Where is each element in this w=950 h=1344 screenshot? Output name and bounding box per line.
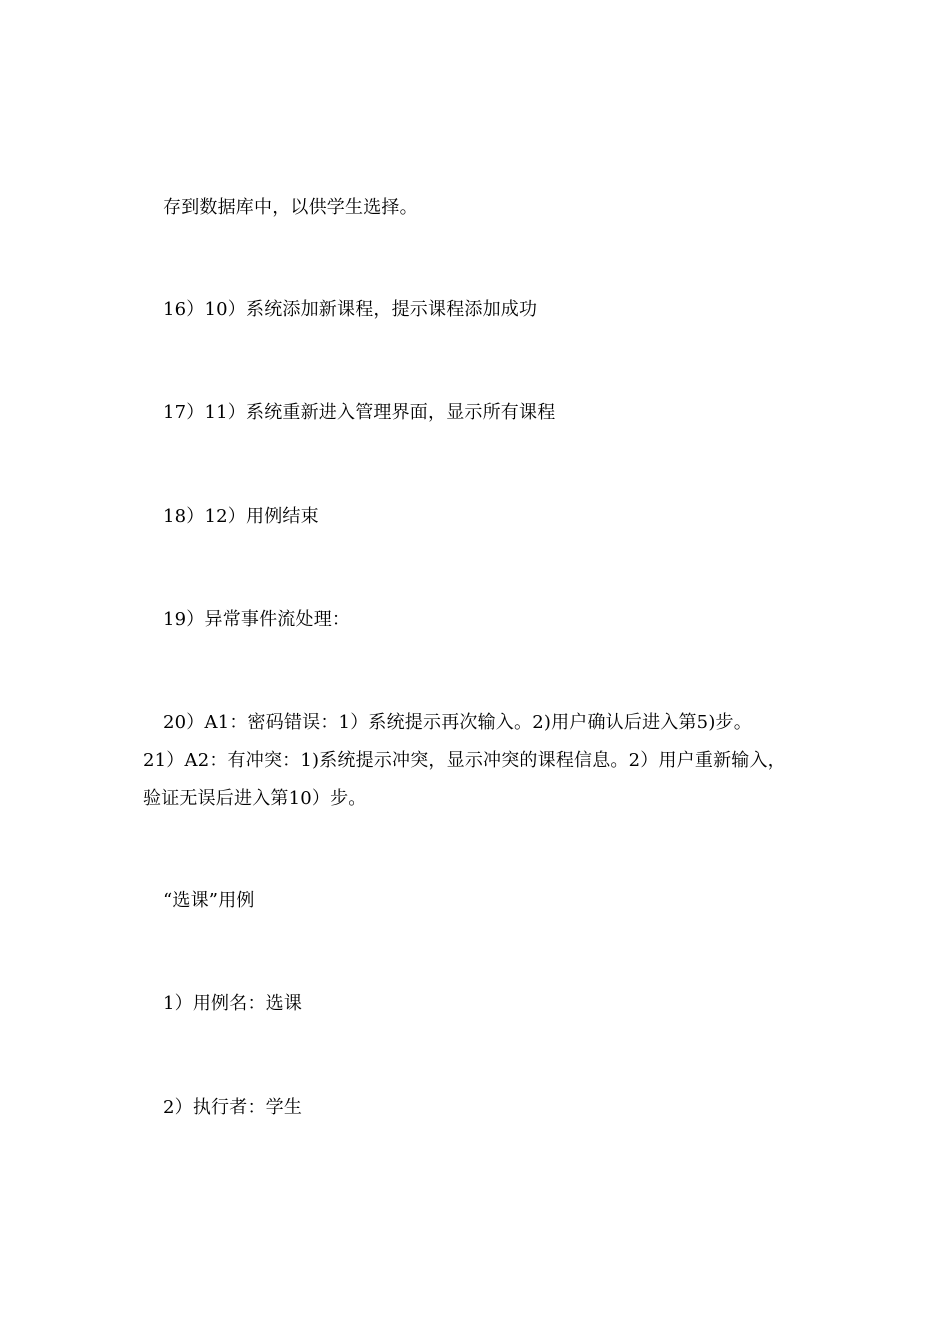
section-heading: “选课”用例 — [163, 890, 255, 911]
text-line: 17）11）系统重新进入管理界面，显示所有课程 — [163, 402, 556, 423]
text-line: 21）A2：有冲突：1)系统提示冲突，显示冲突的课程信息。2）用户重新输入， — [143, 750, 786, 771]
text-line: 18）12）用例结束 — [163, 506, 319, 527]
text-line: 1）用例名：选课 — [163, 993, 303, 1014]
text-line: 20）A1：密码错误：1）系统提示再次输入。2)用户确认后进入第5)步。 — [163, 712, 752, 733]
text-line: 19）异常事件流处理： — [163, 609, 351, 630]
text-line: 存到数据库中，以供学生选择。 — [163, 197, 418, 218]
text-line: 验证无误后进入第10）步。 — [143, 788, 367, 809]
text-line: 2）执行者：学生 — [163, 1097, 303, 1118]
text-line: 16）10）系统添加新课程，提示课程添加成功 — [163, 299, 538, 320]
